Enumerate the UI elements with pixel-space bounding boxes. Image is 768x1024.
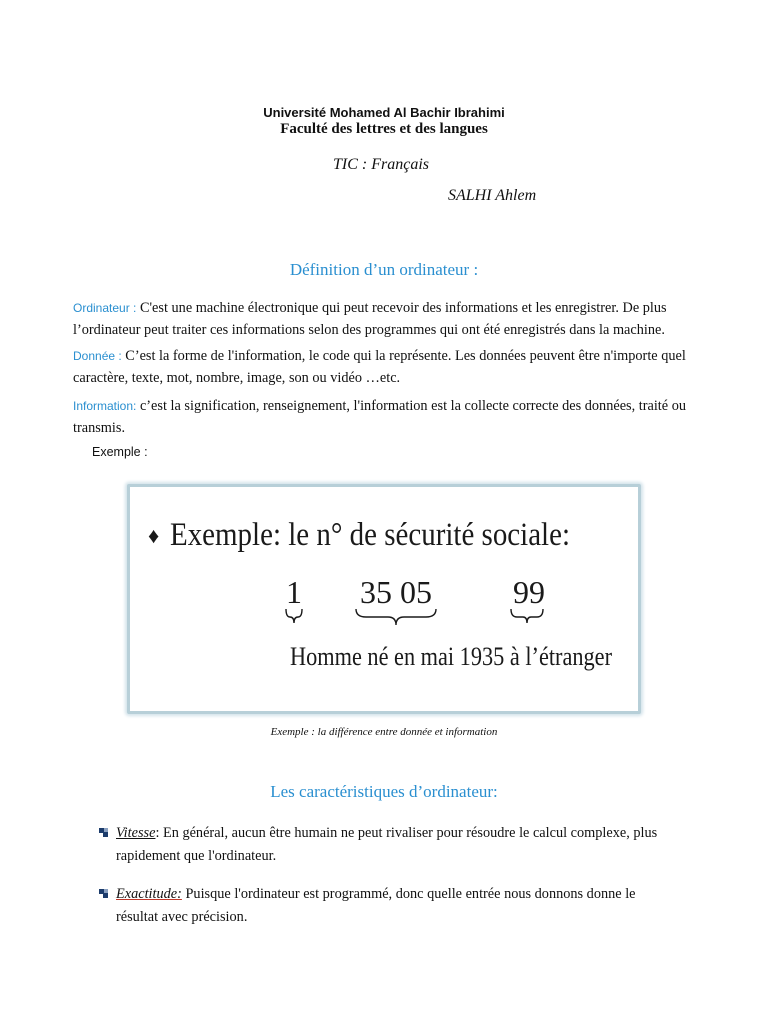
figure-number-part-2: 35 05 [360, 574, 432, 610]
figure-number-part-3: 99 [513, 574, 545, 610]
characteristics-section-title: Les caractéristiques d’ordinateur: [270, 782, 498, 801]
brace-icon [511, 609, 543, 623]
figure-description: Homme né en mai 1935 à l’étranger [290, 642, 613, 671]
figure-headline: Exemple: le n° de sécurité sociale: [170, 517, 570, 553]
characteristic-term-vitesse: Vitesse [116, 825, 156, 841]
characteristic-term-exactitude: Exactitude: [116, 886, 182, 902]
diamond-bullet-icon: ♦ [148, 523, 160, 548]
square-bullet-icon [99, 828, 109, 837]
example-figure [127, 484, 641, 714]
term-ordinateur: Ordinateur : [73, 301, 137, 315]
characteristic-item-vitesse [116, 822, 676, 868]
figure-number-part-1: 1 [286, 574, 302, 610]
course-title: TIC : Français [333, 156, 429, 173]
definition-paragraph-ordinateur [73, 297, 713, 341]
example-figure-graphic [130, 487, 638, 711]
term-information: Information: [73, 399, 137, 413]
definition-text-ordinateur: C'est une machine électronique qui peut recevoir des informations et les enregistrer. De plus l’ordinateur peut traiter ces informations selon des programmes qui ont été enregistrés dans la machine. [73, 300, 667, 338]
term-donnee: Donnée : [73, 349, 122, 363]
square-bullet-icon [99, 889, 109, 898]
university-name: Université Mohamed Al Bachir Ibrahimi [263, 105, 505, 120]
definition-text-information: c’est la signification, renseignement, l'information est la collecte correcte des données, traité ou transmis. [73, 398, 686, 436]
characteristic-item-exactitude [116, 883, 676, 929]
definition-section-title: Définition d’un ordinateur : [289, 260, 479, 279]
figure-caption: Exemple : la différence entre donnée et information [270, 726, 498, 738]
brace-icon [356, 609, 436, 625]
characteristic-text-exactitude: Puisque l'ordinateur est programmé, donc quelle entrée nous donnons donne le résultat avec précision. [116, 886, 636, 925]
author-name: SALHI Ahlem [448, 187, 537, 204]
definition-paragraph-information [73, 395, 713, 439]
brace-icon [286, 609, 302, 623]
faculty-name: Faculté des lettres et des langues [280, 121, 488, 137]
definition-text-donnee: C’est la forme de l'information, le code qui la représente. Les données peuvent être n'importe quel caractère, texte, mot, nombre, image, son ou vidéo …etc. [73, 348, 686, 386]
definition-paragraph-donnee [73, 345, 713, 389]
example-label: Exemple : [92, 445, 148, 459]
characteristic-text-vitesse: : En général, aucun être humain ne peut rivaliser pour résoudre le calcul complexe, plus rapidement que l'ordinateur. [116, 825, 658, 864]
